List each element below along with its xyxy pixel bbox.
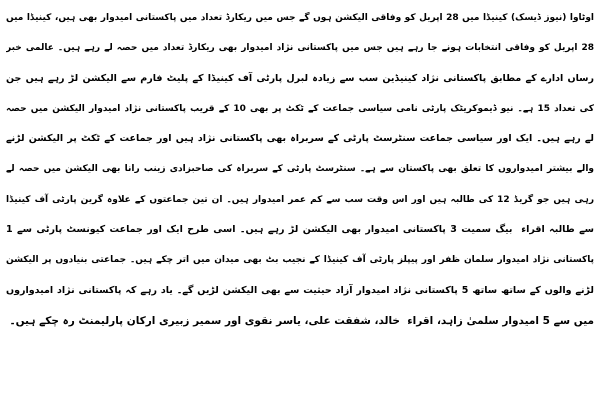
article-line-6: والے بیشتر امیدواروں کا تعلق بھی پاکستان سے ہے۔ سنٹرسٹ پارٹی کے سربراہ کی صاحبزادی زینب رانا بھی الیکشن میں حصہ لے	[6, 164, 594, 175]
article-line-4: کی تعداد 15 ہے۔ نیو ڈیموکریٹک پارٹی نامی سیاسی جماعت کے ٹکٹ پر بھی 10 کے قریب پاکستانی نژاد امیدوار الیکشن میں حصہ	[6, 103, 594, 114]
article-line-8: سے طالبہ اقراء ￼ بیگ سمیت 3 پاکستانی امیدوار بھی الیکشن لڑ رہے ہیں۔ اسی طرح ایک اور جماعت کیونسٹ پارٹی سے 1	[6, 224, 594, 236]
article-line-7: رہی ہیں جو گریڈ 12 کی طالبہ ہیں اور اس وقت سب سے کم عمر امیدوار ہیں۔ ان تین جماعتوں کے علاوہ گرین پارٹی آف کینیڈا	[6, 194, 594, 205]
article-line-9: پاکستانی نژاد امیدوار سلمان ظفر اور پیپلز پارٹی آف کینیڈا کے نجیب بٹ بھی میدان میں اتر چکے ہیں۔ جماعتی بنیادوں پر الیکشن	[6, 255, 594, 266]
article-line-3: رساں ادارے کے مطابق پاکستانی نژاد کینیڈین سب سے زیادہ لبرل پارٹی آف کینیڈا کے پلیٹ فارم سے الیکشن لڑ رہے ہیں جن	[6, 72, 594, 84]
article-line-10: لڑنے والوں کے ساتھ ساتھ 5 پاکستانی نژاد امیدوار آزاد حیثیت سے بھی الیکشن لڑیں گے۔ یاد رہے کہ پاکستانی نژاد امیدواروں	[6, 284, 594, 296]
article-line-11: میں سے 5 امیدوار سلمیٰ زاہد، اقراء ￼ خالد، شفقت علی، یاسر نقوی اور سمیر زبیری ارکان پارلیمنٹ رہ چکے ہیں۔	[9, 314, 594, 327]
news-article	[6, 3, 594, 409]
article-line-2: 28 اپریل کو وفاقی انتخابات ہونے جا رہے ہیں جس میں پاکستانی نژاد امیدوار بھی ریکارڈ تعداد میں حصہ لے رہے ہیں۔ عالمی خبر	[6, 43, 594, 54]
article-line-1: اوٹاوا (نیوز ڈیسک) کینیڈا میں 28 اپریل کو وفاقی الیکشن ہوں گے جس میں ریکارڈ تعداد میں پاکستانی امیدوار بھی ہیں، کینیڈا میں	[6, 13, 594, 23]
article-line-5: لے رہے ہیں۔ ایک اور سیاسی جماعت سنٹرسٹ پارٹی کے سربراہ بھی پاکستانی نژاد ہیں اور جماعت کے ٹکٹ پر الیکشن لڑنے	[6, 133, 594, 145]
